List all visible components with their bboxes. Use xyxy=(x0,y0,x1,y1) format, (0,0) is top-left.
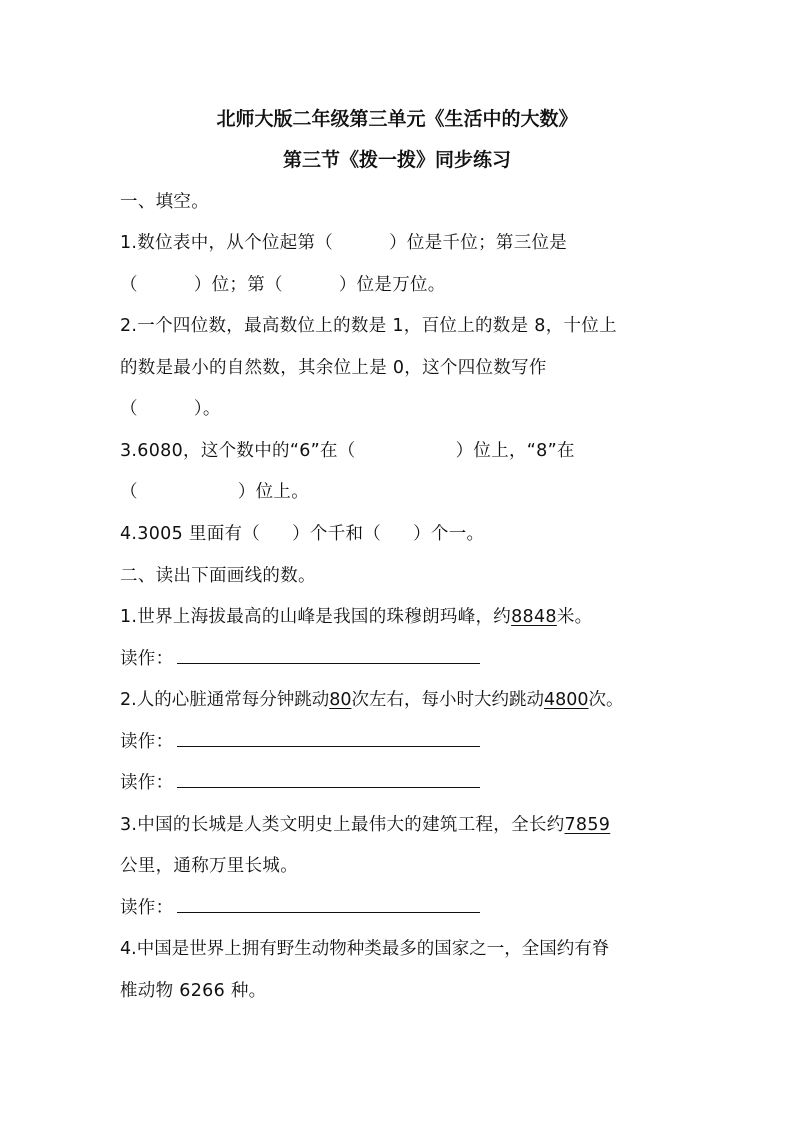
read-label: 读作： xyxy=(120,649,174,669)
question-text: 次左右，每小时大约跳动 xyxy=(351,690,544,710)
question-text: 3.中国的长城是人类文明史上最伟大的建筑工程，全长约 xyxy=(120,815,565,835)
answer-line xyxy=(120,771,480,795)
question-text: ）位；第（ xyxy=(193,275,283,295)
question-text: ）。 xyxy=(193,399,221,419)
read-label: 读作： xyxy=(120,898,174,918)
answer-underline[interactable] xyxy=(177,662,480,664)
question-1-line-2 xyxy=(120,273,446,297)
question-text: 3.6080，这个数中的“6”在（ xyxy=(120,441,356,461)
question-text: 1.数位表中，从个位起第（ xyxy=(120,233,334,253)
question-text: ）位是千位；第三位是 xyxy=(389,233,568,253)
question-4-line-1 xyxy=(120,522,484,546)
read-question-1 xyxy=(120,605,592,629)
answer-underline[interactable] xyxy=(177,786,480,788)
worksheet-subtitle: 第三节《拨一拨》同步练习 xyxy=(282,149,511,171)
question-3-line-2 xyxy=(120,480,309,504)
underlined-number: 8848 xyxy=(511,607,557,627)
answer-underline[interactable] xyxy=(177,911,480,913)
question-text: （ xyxy=(120,482,138,502)
answer-line xyxy=(120,896,480,920)
underlined-number: 4800 xyxy=(543,690,589,710)
answer-underline[interactable] xyxy=(177,745,480,747)
question-text: ）个千和（ xyxy=(292,524,382,544)
question-text: 2.人的心脏通常每分钟跳动 xyxy=(120,690,330,710)
question-text: ）位上，“8”在 xyxy=(455,441,575,461)
question-text: 次。 xyxy=(588,690,624,710)
question-1-line-1 xyxy=(120,231,567,255)
question-2-line-2: 的数是最小的自然数，其余位上是 0，这个四位数写作 xyxy=(120,358,547,378)
answer-line xyxy=(120,647,480,671)
underlined-number: 7859 xyxy=(564,815,611,835)
read-question-4-line-1: 4.中国是世界上拥有野生动物种类最多的国家之一，全国约有脊 xyxy=(120,939,610,959)
question-text: ）位上。 xyxy=(237,482,310,502)
question-text: （ xyxy=(120,399,138,419)
answer-line xyxy=(120,730,480,754)
section-heading-fill-blank: 一、填空。 xyxy=(120,192,209,212)
section-heading-read-numbers: 二、读出下面画线的数。 xyxy=(120,566,316,586)
question-text: ）位是万位。 xyxy=(338,275,446,295)
question-2-line-3 xyxy=(120,397,221,421)
question-text: （ xyxy=(120,275,138,295)
read-question-2 xyxy=(120,688,624,712)
underlined-number: 80 xyxy=(329,690,352,710)
read-question-4-line-2: 椎动物 6266 种。 xyxy=(120,981,267,1001)
question-text: ）个一。 xyxy=(413,524,485,544)
question-2-line-1: 2.一个四位数，最高数位上的数是 1，百位上的数是 8，十位上 xyxy=(120,316,617,336)
worksheet-title: 北师大版二年级第三单元《生活中的大数》 xyxy=(216,108,578,130)
read-question-3-line-2: 公里，通称万里长城。 xyxy=(120,856,298,876)
question-3-line-1 xyxy=(120,439,575,463)
read-label: 读作： xyxy=(120,773,174,793)
read-label: 读作： xyxy=(120,732,174,752)
question-text: 米。 xyxy=(556,607,593,627)
read-question-3-line-1 xyxy=(120,813,610,837)
question-text: 4.3005 里面有（ xyxy=(120,524,261,544)
question-text: 1.世界上海拔最高的山峰是我国的珠穆朗玛峰，约 xyxy=(120,607,512,627)
